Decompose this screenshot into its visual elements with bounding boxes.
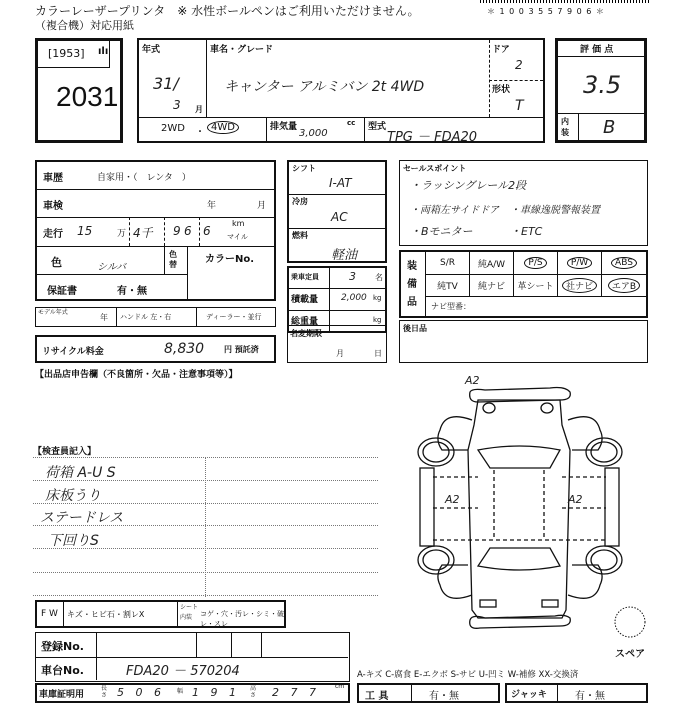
equipment-abs-circled: ABS	[611, 257, 637, 269]
damage-legend: A-キズ C-腐食 E-エクボ S-サビ U-凹ミ W-補修 XX-交換済	[357, 670, 579, 680]
spec-box	[287, 160, 387, 263]
mileage-one: 6	[203, 224, 211, 238]
equipment-navi-circled: 社ナビ	[562, 278, 597, 293]
chassis-label: 車台No.	[41, 664, 84, 677]
interior-label: 内装	[561, 117, 569, 137]
color-no-label: カラーNo.	[205, 254, 255, 265]
equipment-ps	[514, 252, 557, 274]
history-label: 車歴	[43, 173, 63, 184]
width-value: 1 9 1	[192, 686, 240, 699]
fw-items: キズ・ヒビ石・割レX	[67, 610, 145, 619]
load-unit: kg	[373, 294, 382, 302]
model-value: TPG － FDA20	[387, 130, 478, 145]
mileage-man: 15	[77, 224, 93, 238]
sales-points-box	[399, 160, 648, 246]
cm-unit: cm	[335, 683, 345, 690]
sales-point: ・ETC	[510, 225, 543, 238]
fw-label: F W	[41, 609, 58, 619]
score-label: 評 価 点	[580, 45, 614, 55]
inspection-year-unit: 年	[207, 201, 217, 211]
gross-label: 総重量	[291, 317, 319, 327]
model-year-label: モデル年式	[38, 309, 68, 316]
capacity-unit: 名	[375, 273, 383, 282]
capacity-label: 乗車定員	[291, 273, 319, 281]
color-change-label: 色替	[169, 250, 177, 269]
door-value: 2	[515, 58, 523, 72]
chassis-value: FDA20 － 570204	[126, 664, 240, 679]
inspector-note: 下回りS	[48, 533, 99, 549]
recycle-value: 8,830	[164, 341, 205, 357]
jack-box	[505, 683, 648, 703]
equipment-ps-circled: P/S	[524, 257, 546, 269]
handle-option: ハンドル 左・右	[120, 313, 172, 321]
lot-number: 2031	[56, 81, 119, 112]
model-label: 型式	[368, 122, 387, 132]
inspector-note: ステードレス	[40, 510, 124, 526]
jack-value[interactable]: 有・無	[575, 691, 605, 702]
drive-4wd: 4WD	[207, 121, 239, 134]
front-bumper	[470, 615, 571, 628]
mileage-hundred: 9	[173, 224, 181, 238]
printer-note: カラーレーザープリンタ ※ 水性ボールペンはご利用いただけません。	[35, 4, 420, 18]
model-year-unit: 年	[100, 313, 108, 322]
equipment-leather: 革シート	[517, 281, 554, 292]
shape-label: 形状	[492, 85, 511, 95]
registration-box	[35, 632, 350, 682]
equipment-box	[399, 250, 648, 318]
inspector-note: 荷箱 A-U S	[45, 465, 116, 481]
door-label: ドア	[492, 45, 510, 55]
mileage-thousand: 4千	[133, 226, 153, 240]
inspection-label: 車検	[43, 201, 63, 212]
mileage-man-unit: 万	[117, 229, 127, 239]
month-value: 3	[173, 98, 181, 112]
load-label: 積載量	[291, 295, 319, 305]
name-label: 車名・グレード	[210, 45, 274, 55]
model-year-row	[35, 307, 276, 327]
name-change-day: 日	[374, 349, 382, 358]
height-label: 高さ	[250, 685, 257, 699]
seller-notes-label: 【出品店申告欄（不良箇所・欠品・注意事項等）】	[35, 370, 238, 380]
recycle-label: リサイクル料金	[42, 347, 104, 357]
length-label: 長さ	[101, 685, 108, 699]
recycle-row	[35, 335, 276, 363]
equipment-navi: 純ナビ	[477, 281, 505, 292]
history-box	[35, 160, 276, 301]
ac-value: AC	[331, 210, 348, 224]
capacity-box	[287, 266, 387, 333]
mileage-label: 走行	[43, 229, 63, 240]
km-unit: km	[232, 219, 245, 228]
color-value: シルバ	[97, 262, 127, 273]
equipment-aw: 純A/W	[477, 259, 506, 270]
fw-row	[35, 600, 286, 628]
equipment-sr: S/R	[440, 258, 455, 268]
car-diagram	[390, 370, 700, 660]
color-label: 色	[51, 256, 62, 269]
lot-code: [1953]	[48, 47, 85, 60]
inspection-month-unit: 月	[257, 201, 267, 211]
tools-value[interactable]: 有・無	[429, 691, 459, 702]
lot-mark: ılı	[98, 46, 109, 57]
load-value: 2,000	[341, 293, 367, 303]
drive-sep: ・	[195, 127, 205, 138]
damage-mark-rear: A2	[465, 374, 480, 387]
garage-row	[35, 683, 350, 703]
score-box	[555, 38, 647, 143]
sales-point: ・車線逸脱警報装置	[510, 205, 600, 216]
vehicle-name: キャンター アルミバン 2t 4WD	[224, 79, 425, 95]
inspector-label: 【検査員記入】	[33, 447, 97, 457]
seat-label: シート内装	[180, 604, 199, 621]
name-change-box	[287, 325, 387, 363]
tools-label: 工 具	[365, 691, 389, 702]
jack-label: ジャッキ	[511, 690, 547, 700]
equipment-tv: 純TV	[437, 281, 458, 292]
height-value: 2 7 7	[272, 686, 320, 699]
car-body	[468, 400, 570, 618]
year-label: 年式	[142, 45, 161, 55]
mileage-ten: 6	[184, 224, 192, 238]
front-window	[478, 548, 560, 570]
tools-box	[357, 683, 500, 703]
score-value: 3.5	[583, 71, 622, 99]
lot-box	[35, 38, 123, 143]
gross-unit: kg	[373, 316, 382, 324]
seat-items: コゲ・穴・汚レ・シミ・破レ・スレ	[200, 610, 284, 628]
equipment-airbag	[602, 274, 646, 296]
damage-mark-right: A2	[568, 493, 583, 506]
warranty-value[interactable]: 有・無	[117, 286, 147, 297]
equipment-abs	[602, 252, 646, 274]
cc-unit: cc	[347, 119, 356, 127]
sales-point: ・両箱左サイドドア	[410, 205, 499, 216]
displacement-label: 排気量	[270, 122, 298, 132]
interior-value: B	[603, 117, 616, 138]
equipment-airbag-circled: エアB	[608, 278, 640, 293]
ac-label: 冷房	[292, 197, 308, 206]
sales-point: ・Bモニター	[410, 225, 473, 238]
length-value: 5 0 6	[117, 686, 165, 699]
dealer-option: ディーラー・並行	[206, 313, 262, 321]
fuel-label: 燃料	[292, 231, 308, 240]
recycle-unit: 円 預託済	[224, 345, 259, 354]
equipment-aftermarket-navi	[558, 274, 601, 296]
equipment-label: 装備品	[407, 261, 417, 308]
capacity-value: 3	[349, 270, 356, 283]
displacement-value: 3,000	[299, 128, 328, 139]
barcode	[480, 0, 650, 3]
navi-model-label: ナビ型番：	[431, 302, 471, 311]
later-items-box	[399, 320, 648, 363]
registration-label: 登録No.	[41, 640, 84, 653]
warranty-label: 保証書	[47, 286, 77, 297]
barcode-number: ＊ 1 0 0 3 5 5 7 9 0 6 ＊	[487, 7, 605, 16]
sales-point: ・ラッシングレール2段	[410, 179, 527, 192]
equipment-pw-circled: P/W	[567, 257, 592, 269]
shift-label: シフト	[292, 164, 316, 173]
fuel-value: 軽油	[331, 248, 358, 263]
garage-label: 車庫証明用	[39, 690, 85, 700]
shift-value: I-AT	[329, 176, 352, 190]
vehicle-box	[137, 38, 545, 143]
spare-label: スペア	[615, 649, 645, 660]
history-value: 自家用・（ レンタ ）	[97, 173, 191, 183]
spare-tire	[615, 607, 645, 637]
equipment-pw	[558, 252, 601, 274]
rear-window	[478, 446, 560, 468]
year-value: 31/	[153, 74, 179, 93]
printer-note-2: （複合機）対応用紙	[35, 19, 134, 32]
name-change-label: 名変期限	[290, 329, 322, 338]
width-label: 幅	[177, 688, 184, 695]
later-items-label: 後日品	[403, 324, 427, 333]
name-change-month: 月	[336, 349, 344, 358]
mile-unit: マイル	[227, 233, 248, 241]
damage-mark-left: A2	[445, 493, 460, 506]
sales-points-label: セールスポイント	[403, 164, 467, 173]
shape-value: T	[515, 98, 524, 114]
inspector-note: 床板うり	[45, 488, 101, 504]
drive-2wd: 2WD	[161, 123, 185, 134]
month-unit: 月	[195, 105, 203, 114]
